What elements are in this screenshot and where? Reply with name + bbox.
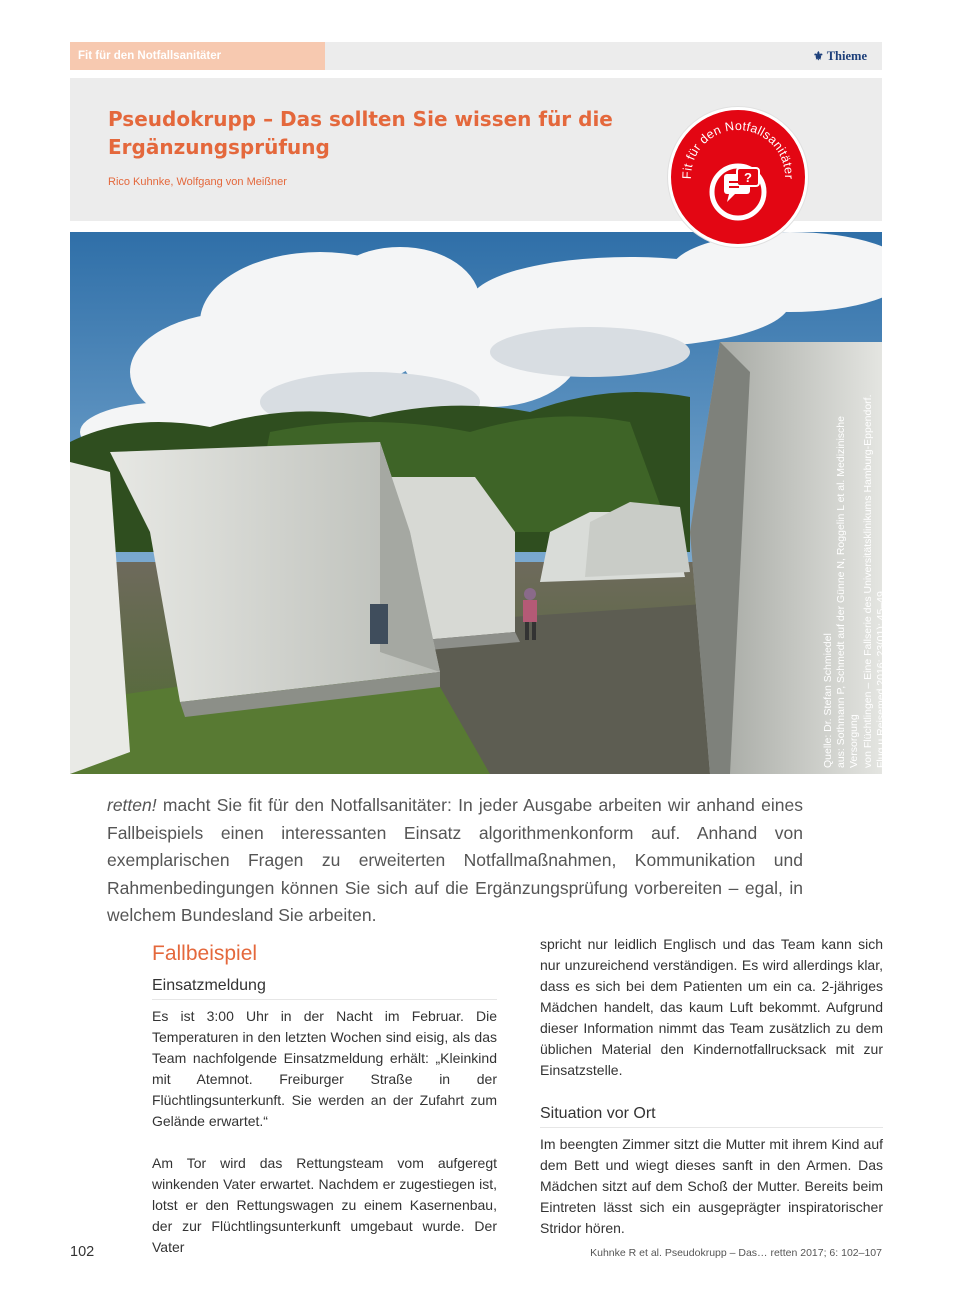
photo-credit-line: Quelle: Dr. Stefan Schmiedel (822, 633, 834, 768)
footer-citation: Kuhnke R et al. Pseudokrupp – Das… retten 2017; 6: 102–107 (590, 1247, 882, 1259)
case-paragraph: spricht nur leidlich Englisch und das Team kann sich nur unzureichend verständigen. Es wird allerdings klar, dass es sich bei dem Patienten um ein ca. 2-jähriges Mädchen handelt, das kaum Luft bekommt. Aufgrund dieser Information nimmt das Team zusätzlich zu dem üblichen Material den Kindernotfallrucksack mit zur Einsatzstelle. (540, 936, 883, 1078)
right-column (540, 934, 883, 1239)
section-heading-einsatzmeldung: Einsatzmeldung (152, 975, 497, 1000)
hero-photo (70, 232, 882, 774)
left-column (152, 940, 497, 1258)
photo-credit-line: aus: Sothmann P, Schmedt auf der Günne N, Roggelin L et al. Medizinische Versorgung (835, 416, 861, 768)
photo-credit-line: Flug u Reisemed 2016; 23(01): 45–49. (874, 588, 887, 768)
case-heading: Fallbeispiel (152, 942, 258, 965)
paragraph-gap (152, 1132, 497, 1153)
case-paragraph: Es ist 3:00 Uhr in der Nacht im Februar. Die Temperaturen in den letzten Wochen sind eisig, als das Team nachfolgende Einsatzmeldung erhält: „Kleinkind mit Atemnot. Freiburger Straße in der Flüchtlingsunterkunft. Sie werden an der Zufahrt zum Gelände erwartet.“ (152, 1008, 497, 1129)
rubric-label: Fit für den Notfallsanitäter (70, 42, 325, 70)
case-paragraph: Am Tor wird das Rettungsteam vom aufgeregt winkenden Vater erwartet. Nachdem er zugestiegen ist, lotst er den Rettungswagen zu einem Kasernenbau, der zur Flüchtlingsunterkunft umgebaut wurde. Der Vater (152, 1155, 497, 1255)
badge-text: Fit für den Notfallsanitäter (679, 118, 797, 180)
badge-graphic (671, 110, 805, 244)
intro-emphasis: retten! (107, 795, 157, 815)
publisher-name: Thieme (826, 49, 867, 63)
case-paragraph: Im beengten Zimmer sitzt die Mutter mit ihrem Kind auf dem Bett und wiegt dieses sanft in den Armen. Das Mädchen sitzt auf dem Schoß der Mutter. Bereits beim Eintreten lässt sich ein ausgeprägter inspiratorischer Stridor hören. (540, 1136, 883, 1236)
publisher-brand (813, 42, 867, 70)
article-title: Pseudokrupp – Das sollten Sie wissen für die Ergänzungsprüfung (108, 107, 613, 159)
svg-text:?: ? (744, 170, 752, 185)
section-heading-situation: Situation vor Ort (540, 1103, 883, 1128)
chat-question-icon (712, 166, 764, 218)
intro-paragraph (107, 792, 803, 930)
thieme-logo-icon: ⚜ (812, 49, 824, 63)
intro-text: macht Sie fit für den Notfallsanitäter: In jeder Ausgabe arbeiten wir anhand eines Fallbeispiels einen interessanten Einsatz algorithmenkonform auf. Anhand von exemplarischen Fragen zu erweiterten Notfallmaßnahmen, Kommunikation und Rahmenbedingungen können Sie sich auf die Ergänzungsprüfung vorbereiten – egal, in welchem Bundesland Sie arbeiten. (107, 795, 803, 925)
section-badge (668, 107, 808, 247)
page-number: 102 (70, 1244, 95, 1260)
photo-credit-line: von Flüchtlingen – Eine Fallserie des Universitätsklinikums Hamburg-Eppendorf. (861, 394, 874, 768)
article-authors: Rico Kuhnke, Wolfgang von Meißner (108, 176, 287, 188)
photo-credit (822, 368, 888, 768)
header-bar (70, 42, 882, 70)
